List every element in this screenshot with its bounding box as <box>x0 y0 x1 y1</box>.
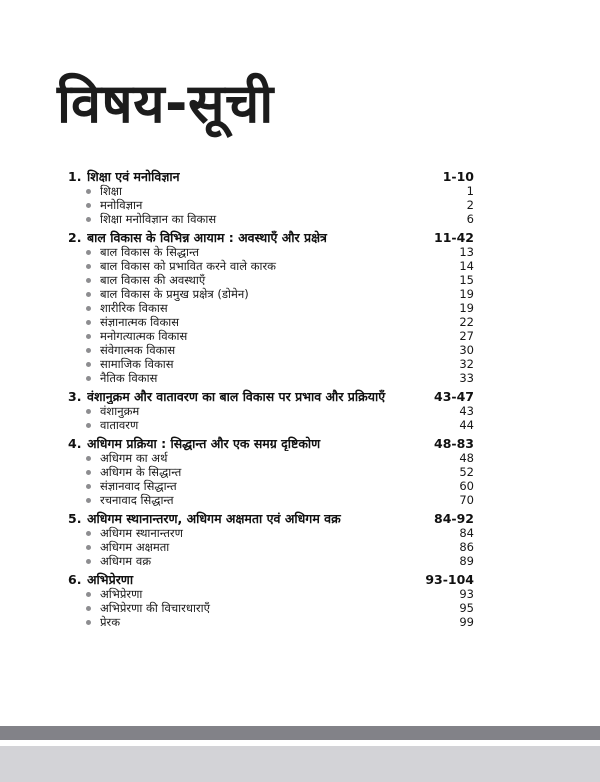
toc-sub-item-row <box>60 465 474 479</box>
sub-item-page-number: 19 <box>459 301 474 315</box>
sub-item-label: संवेगात्मक विकास <box>100 343 176 357</box>
toc-chapter-row <box>60 389 474 404</box>
bullet-icon <box>86 545 91 550</box>
toc-sub-item-row <box>60 315 474 329</box>
chapter-page-range: 11-42 <box>434 230 474 245</box>
toc-chapter-row <box>60 169 474 184</box>
toc-sub-item-row <box>60 404 474 418</box>
sub-item-page-number: 14 <box>459 259 474 273</box>
bullet-icon <box>86 203 91 208</box>
sub-item-label: वातावरण <box>100 418 139 432</box>
sub-item-page-number: 22 <box>459 315 474 329</box>
bullet-icon <box>86 189 91 194</box>
chapter-title: वंशानुक्रम और वातावरण का बाल विकास पर प्रभाव और प्रक्रियाएँ <box>87 389 386 404</box>
toc-sub-item-row <box>60 451 474 465</box>
bullet-icon <box>86 264 91 269</box>
bullet-icon <box>86 484 91 489</box>
chapter-number: 3. <box>68 389 82 404</box>
chapter-title: अधिगम स्थानान्तरण, अधिगम अक्षमता एवं अधिगम वक्र <box>87 511 341 526</box>
toc-sub-item-row <box>60 343 474 357</box>
sub-item-page-number: 89 <box>459 554 474 568</box>
bullet-icon <box>86 470 91 475</box>
sub-item-page-number: 33 <box>459 371 474 385</box>
chapter-number: 4. <box>68 436 82 451</box>
sub-item-label: शारीरिक विकास <box>100 301 168 315</box>
chapter-number: 5. <box>68 511 82 526</box>
toc-sub-item-row <box>60 371 474 385</box>
sub-item-label: नैतिक विकास <box>100 371 158 385</box>
sub-item-page-number: 44 <box>459 418 474 432</box>
sub-item-page-number: 52 <box>459 465 474 479</box>
sub-item-page-number: 43 <box>459 404 474 418</box>
sub-item-page-number: 13 <box>459 245 474 259</box>
bullet-icon <box>86 456 91 461</box>
bullet-icon <box>86 409 91 414</box>
sub-item-page-number: 32 <box>459 357 474 371</box>
sub-item-page-number: 70 <box>459 493 474 507</box>
sub-item-label: बाल विकास के सिद्धान्त <box>100 245 200 259</box>
toc-chapter-row <box>60 230 474 245</box>
bullet-icon <box>86 320 91 325</box>
toc-sub-item-row <box>60 615 474 629</box>
sub-item-page-number: 99 <box>459 615 474 629</box>
sub-item-page-number: 30 <box>459 343 474 357</box>
page-below-scan-area <box>0 746 600 782</box>
bullet-icon <box>86 498 91 503</box>
chapter-page-range: 93-104 <box>425 572 474 587</box>
sub-item-label: संज्ञानवाद सिद्धान्त <box>100 479 177 493</box>
sub-item-page-number: 6 <box>466 212 474 226</box>
toc-sub-item-row <box>60 212 474 226</box>
sub-item-label: सामाजिक विकास <box>100 357 174 371</box>
sub-item-label: अभिप्रेरणा की विचारधाराएँ <box>100 601 210 615</box>
toc-sub-item-row <box>60 479 474 493</box>
toc-sub-item-row <box>60 198 474 212</box>
bullet-icon <box>86 592 91 597</box>
sub-item-page-number: 60 <box>459 479 474 493</box>
chapter-title: बाल विकास के विभिन्न आयाम : अवस्थाएँ और प्रक्षेत्र <box>87 230 327 245</box>
bullet-icon <box>86 348 91 353</box>
chapter-number: 6. <box>68 572 82 587</box>
sub-item-page-number: 2 <box>466 198 474 212</box>
chapter-page-range: 43-47 <box>434 389 474 404</box>
bullet-icon <box>86 278 91 283</box>
toc-sub-item-row <box>60 601 474 615</box>
sub-item-label: शिक्षा मनोविज्ञान का विकास <box>100 212 217 226</box>
toc-sub-item-row <box>60 526 474 540</box>
toc-sub-item-row <box>60 540 474 554</box>
sub-item-label: अधिगम स्थानान्तरण <box>100 526 183 540</box>
toc-sub-item-row <box>60 287 474 301</box>
toc-sub-item-row <box>60 184 474 198</box>
toc-sub-item-row <box>60 357 474 371</box>
bullet-icon <box>86 620 91 625</box>
chapter-page-range: 84-92 <box>434 511 474 526</box>
sub-item-label: शिक्षा <box>100 184 123 198</box>
sub-item-label: संज्ञानात्मक विकास <box>100 315 180 329</box>
toc-chapter-row <box>60 511 474 526</box>
bullet-icon <box>86 334 91 339</box>
sub-item-label: रचनावाद सिद्धान्त <box>100 493 174 507</box>
bullet-icon <box>86 376 91 381</box>
toc-sub-item-row <box>60 554 474 568</box>
sub-item-label: अभिप्रेरणा <box>100 587 143 601</box>
sub-item-page-number: 93 <box>459 587 474 601</box>
sub-item-page-number: 84 <box>459 526 474 540</box>
toc-list <box>60 165 474 629</box>
sub-item-page-number: 95 <box>459 601 474 615</box>
page-title: विषय-सूची <box>57 72 274 135</box>
toc-chapter-row <box>60 436 474 451</box>
sub-item-label: मनोविज्ञान <box>100 198 143 212</box>
toc-sub-item-row <box>60 245 474 259</box>
bullet-icon <box>86 362 91 367</box>
sub-item-page-number: 15 <box>459 273 474 287</box>
chapter-number: 2. <box>68 230 82 245</box>
page-bottom-bar <box>0 726 600 740</box>
sub-item-label: अधिगम वक्र <box>100 554 152 568</box>
chapter-title: अभिप्रेरणा <box>87 572 134 587</box>
bullet-icon <box>86 606 91 611</box>
bullet-icon <box>86 306 91 311</box>
sub-item-label: बाल विकास को प्रभावित करने वाले कारक <box>100 259 277 273</box>
sub-item-page-number: 27 <box>459 329 474 343</box>
sub-item-label: बाल विकास के प्रमुख प्रक्षेत्र (डोमेन) <box>100 287 249 301</box>
sub-item-label: अधिगम का अर्थ <box>100 451 168 465</box>
chapter-title: शिक्षा एवं मनोविज्ञान <box>87 169 180 184</box>
bullet-icon <box>86 250 91 255</box>
sub-item-page-number: 19 <box>459 287 474 301</box>
toc-sub-item-row <box>60 587 474 601</box>
sub-item-label: प्रेरक <box>100 615 121 629</box>
bullet-icon <box>86 217 91 222</box>
sub-item-label: अधिगम के सिद्धान्त <box>100 465 182 479</box>
toc-sub-item-row <box>60 273 474 287</box>
chapter-page-range: 1-10 <box>442 169 474 184</box>
toc-sub-item-row <box>60 493 474 507</box>
toc-sub-item-row <box>60 259 474 273</box>
toc-sub-item-row <box>60 418 474 432</box>
bullet-icon <box>86 559 91 564</box>
bullet-icon <box>86 531 91 536</box>
sub-item-label: मनोगत्यात्मक विकास <box>100 329 188 343</box>
sub-item-label: वंशानुक्रम <box>100 404 140 418</box>
sub-item-label: बाल विकास की अवस्थाएँ <box>100 273 206 287</box>
sub-item-page-number: 48 <box>459 451 474 465</box>
bullet-icon <box>86 292 91 297</box>
sub-item-page-number: 86 <box>459 540 474 554</box>
toc-chapter-row <box>60 572 474 587</box>
chapter-number: 1. <box>68 169 82 184</box>
sub-item-page-number: 1 <box>466 184 474 198</box>
sub-item-label: अधिगम अक्षमता <box>100 540 170 554</box>
toc-sub-item-row <box>60 301 474 315</box>
bullet-icon <box>86 423 91 428</box>
chapter-page-range: 48-83 <box>434 436 474 451</box>
chapter-title: अधिगम प्रक्रिया : सिद्धान्त और एक समग्र दृष्टिकोण <box>87 436 321 451</box>
toc-sub-item-row <box>60 329 474 343</box>
